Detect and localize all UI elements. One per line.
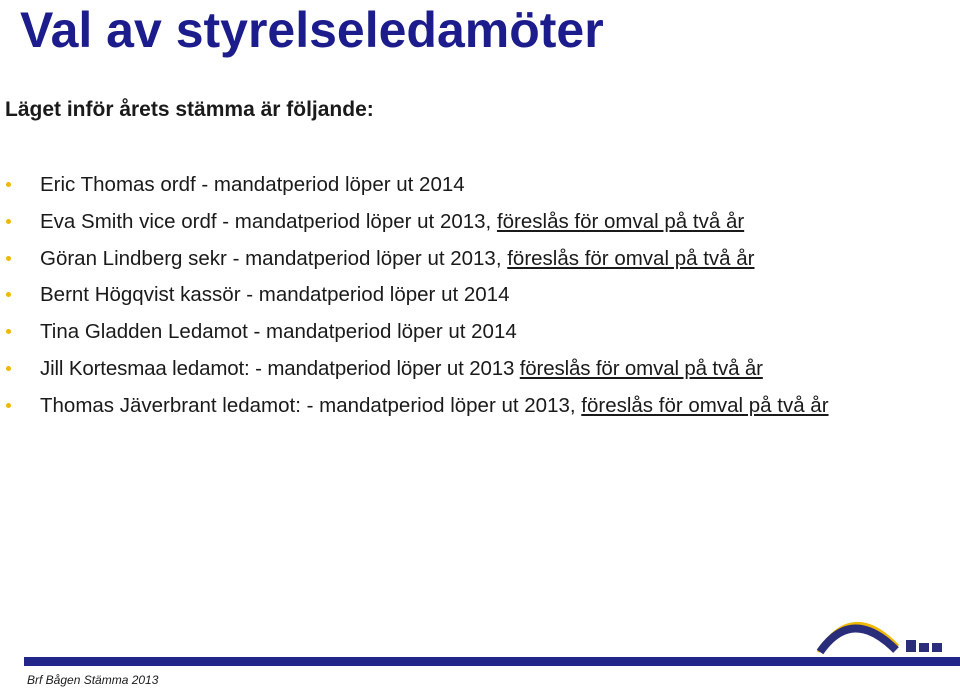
member-text: Thomas Jäverbrant ledamot: - mandatperiod löper ut 2013,	[40, 393, 582, 417]
list-item	[0, 207, 960, 236]
footer-text: Brf Bågen Stämma 2013	[27, 673, 159, 687]
slide-subtitle: Läget inför årets stämma är följande:	[5, 98, 374, 121]
member-proposal: föreslås för omval på två år	[496, 209, 745, 233]
member-text: Jill Kortesmaa ledamot: - mandatperiod löper ut 2013	[40, 356, 520, 380]
member-proposal: föreslås för omval på två år	[581, 393, 829, 417]
list-item	[0, 317, 960, 346]
bullet-icon	[6, 256, 11, 261]
bullet-icon	[6, 329, 11, 334]
member-text: Bernt Högqvist kassör - mandatperiod löper ut 2014	[40, 283, 510, 307]
bullet-icon	[6, 403, 11, 408]
bullet-icon	[6, 219, 11, 224]
member-text: Tina Gladden Ledamot - mandatperiod löper ut 2014	[40, 320, 517, 344]
member-text: Eva Smith vice ordf - mandatperiod löper ut 2013,	[40, 209, 497, 233]
member-proposal: föreslås för omval på två år	[519, 356, 763, 380]
member-list	[0, 170, 960, 428]
bullet-icon	[6, 366, 11, 371]
member-text: Göran Lindberg sekr - mandatperiod löper ut 2013,	[40, 246, 508, 270]
bullet-icon	[6, 182, 11, 187]
list-item	[0, 244, 960, 273]
member-proposal: föreslås för omval på två år	[507, 246, 755, 270]
slide-title: Val av styrelseledamöter	[20, 2, 604, 58]
list-item	[0, 391, 960, 420]
arch-logo-icon	[812, 596, 952, 656]
bullet-icon	[6, 292, 11, 297]
footer-bar	[24, 657, 960, 666]
member-text: Eric Thomas ordf - mandatperiod löper ut 2014	[40, 173, 465, 196]
list-item	[0, 354, 960, 383]
list-item	[0, 170, 960, 199]
list-item	[0, 280, 960, 309]
